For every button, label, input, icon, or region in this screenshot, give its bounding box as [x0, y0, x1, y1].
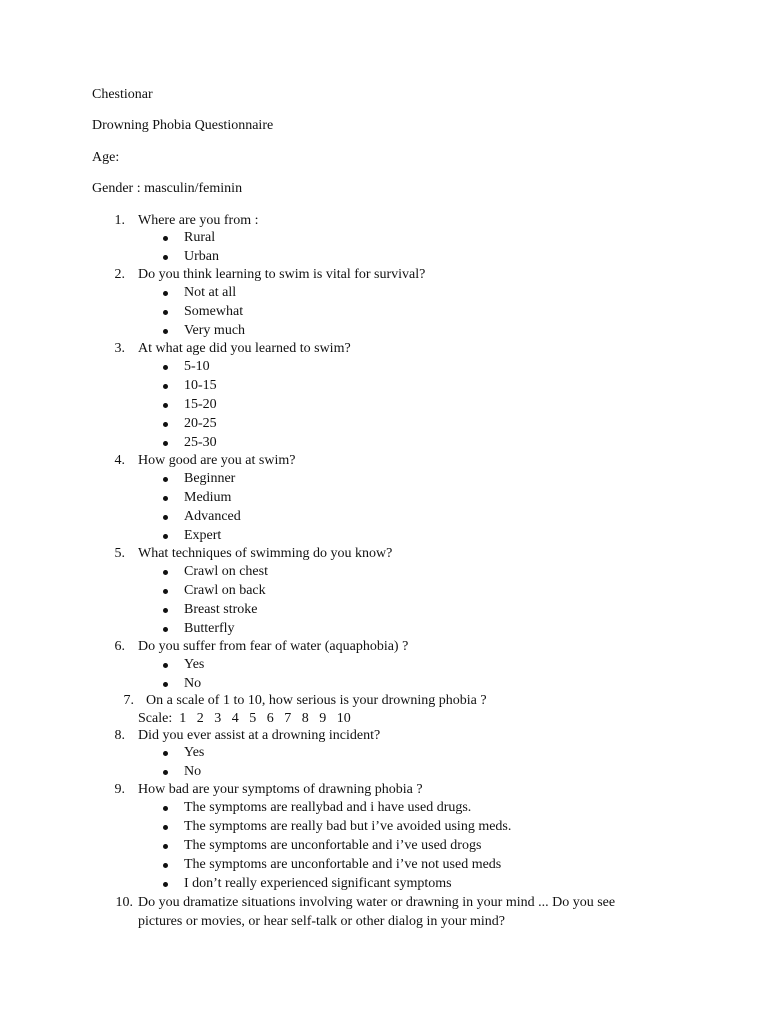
bullet-icon: [163, 589, 168, 594]
question-text: How good are you at swim?: [138, 453, 296, 468]
gender-label: Gender : masculin/feminin: [92, 181, 243, 196]
option-text: Advanced: [184, 509, 241, 524]
question-text: Where are you from :: [138, 213, 259, 228]
question-text: Do you think learning to swim is vital for survival?: [138, 267, 426, 282]
question-text: What techniques of swimming do you know?: [138, 546, 393, 561]
question-number: 3.: [114, 341, 125, 356]
question-number: 4.: [114, 453, 125, 468]
option-text: Butterfly: [184, 621, 235, 636]
question-text-continued: pictures or movies, or hear self-talk or other dialog in your mind?: [138, 914, 506, 929]
bullet-icon: [163, 422, 168, 427]
bullet-icon: [163, 236, 168, 241]
question-number: 6.: [114, 639, 125, 654]
option-text: Breast stroke: [184, 602, 258, 617]
question-number: 8.: [114, 728, 125, 743]
bullet-icon: [163, 570, 168, 575]
option-text: 10-15: [184, 378, 217, 393]
option-text: 5-10: [184, 359, 210, 374]
question-text: Do you dramatize situations involving water or drawning in your mind ... Do you see: [138, 895, 616, 910]
option-text: Rural: [184, 230, 216, 245]
option-text: The symptoms are reallybad and i have used drugs.: [184, 800, 472, 815]
option-text: The symptoms are really bad but i’ve avoided using meds.: [184, 819, 512, 834]
option-text: Medium: [184, 490, 232, 505]
bullet-icon: [163, 255, 168, 260]
question-text: How bad are your symptoms of drawning phobia ?: [138, 782, 423, 797]
bullet-icon: [163, 534, 168, 539]
bullet-icon: [163, 496, 168, 501]
question-text: At what age did you learned to swim?: [138, 341, 351, 356]
bullet-icon: [163, 882, 168, 887]
option-text: The symptoms are unconfortable and i’ve not used meds: [184, 857, 502, 872]
option-text: Yes: [184, 657, 205, 672]
bullet-icon: [163, 825, 168, 830]
bullet-icon: [163, 682, 168, 687]
question-text: On a scale of 1 to 10, how serious is your drowning phobia ?: [146, 693, 487, 708]
question-text: Do you suffer from fear of water (aquaphobia) ?: [138, 639, 409, 654]
option-text: Crawl on back: [184, 583, 266, 598]
bullet-icon: [163, 310, 168, 315]
bullet-icon: [163, 365, 168, 370]
bullet-icon: [163, 291, 168, 296]
bullet-icon: [163, 770, 168, 775]
bullet-icon: [163, 384, 168, 389]
doc-title: Chestionar: [92, 87, 153, 102]
bullet-icon: [163, 663, 168, 668]
option-text: Yes: [184, 745, 205, 760]
bullet-icon: [163, 329, 168, 334]
age-label: Age:: [92, 150, 120, 165]
option-text: Very much: [184, 323, 246, 338]
option-text: Not at all: [184, 285, 237, 300]
option-text: 25-30: [184, 435, 217, 450]
scale-text: Scale: 1 2 3 4 5 6 7 8 9 10: [138, 711, 351, 726]
option-text: No: [184, 764, 202, 779]
question-number: 1.: [114, 213, 125, 228]
option-text: The symptoms are unconfortable and i’ve used drogs: [184, 838, 482, 853]
question-number: 2.: [114, 267, 125, 282]
question-number: 7.: [123, 693, 134, 708]
option-text: Beginner: [184, 471, 236, 486]
doc-subtitle: Drowning Phobia Questionnaire: [92, 118, 274, 133]
bullet-icon: [163, 477, 168, 482]
option-text: Somewhat: [184, 304, 244, 319]
bullet-icon: [163, 863, 168, 868]
question-number: 5.: [114, 546, 125, 561]
option-text: No: [184, 676, 202, 691]
option-text: 20-25: [184, 416, 217, 431]
option-text: Expert: [184, 528, 222, 543]
question-number: 10.: [115, 895, 133, 910]
bullet-icon: [163, 627, 168, 632]
option-text: Crawl on chest: [184, 564, 268, 579]
bullet-icon: [163, 441, 168, 446]
option-text: I don’t really experienced significant symptoms: [184, 876, 452, 891]
option-text: Urban: [184, 249, 219, 264]
bullet-icon: [163, 751, 168, 756]
bullet-icon: [163, 403, 168, 408]
option-text: 15-20: [184, 397, 217, 412]
bullet-icon: [163, 806, 168, 811]
bullet-icon: [163, 608, 168, 613]
bullet-icon: [163, 844, 168, 849]
question-number: 9.: [114, 782, 125, 797]
question-text: Did you ever assist at a drowning incident?: [138, 728, 381, 743]
bullet-icon: [163, 515, 168, 520]
